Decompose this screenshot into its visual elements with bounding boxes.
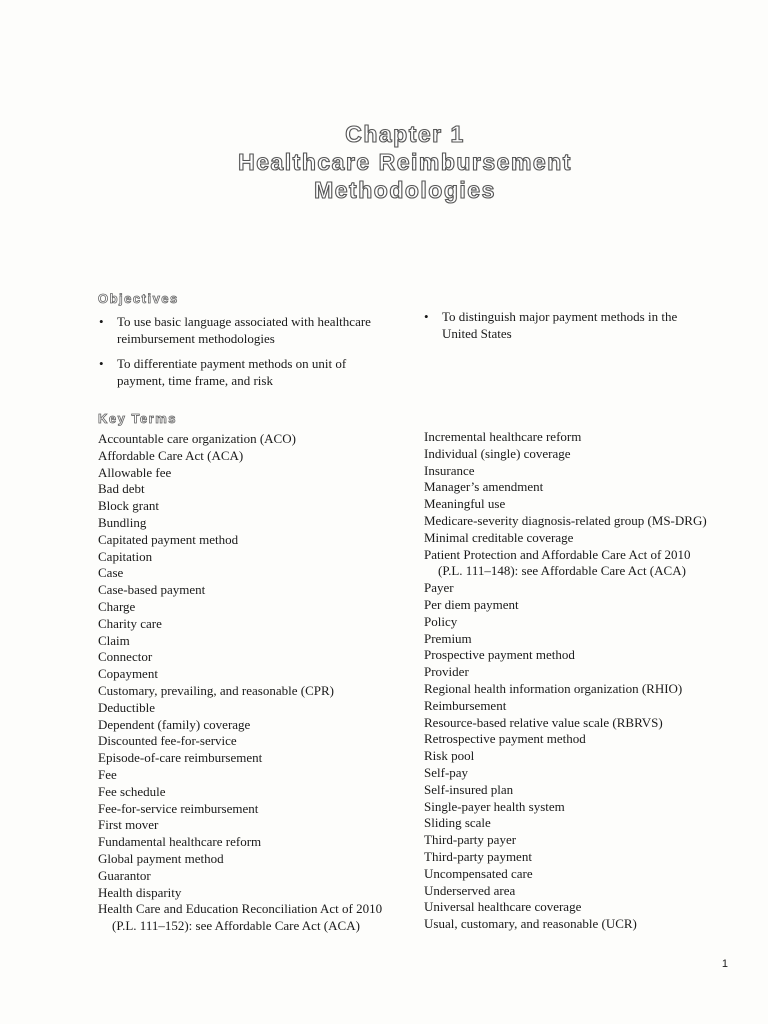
term-item: Connector [98, 649, 153, 665]
term-item: Accountable care organization (ACO) [98, 431, 296, 446]
term-item: Insurance [424, 462, 475, 478]
term-item: Guarantor [98, 867, 151, 883]
term-item: Global payment method [98, 850, 224, 866]
objectives-list-left [97, 313, 407, 397]
term-item: Customary, prevailing, and reasonable (CPR) [98, 682, 334, 698]
term-item: Dependent (family) coverage [98, 716, 251, 732]
term-item: Discounted fee-for-service [98, 733, 237, 749]
term-item: Medicare-severity diagnosis-related group (MS-DRG) [424, 512, 707, 528]
term-item: Case [98, 565, 124, 581]
term-item: Retrospective payment method [424, 731, 586, 747]
term-item: Underserved area [424, 882, 516, 898]
term-item: Fundamental healthcare reform [98, 834, 262, 850]
term-item: Capitation [98, 548, 153, 564]
term-item: Bundling [98, 514, 147, 530]
term-item: Third-party payment [424, 848, 532, 864]
term-item: Third-party payer [424, 832, 517, 848]
term-item-continuation: (P.L. 111–148): see Affordable Care Act (ACA) [438, 563, 686, 579]
term-item: Reimbursement [424, 697, 507, 713]
objective-item: • To differentiate payment methods on unit of payment, time frame, and risk [97, 355, 407, 389]
term-item: Sliding scale [424, 815, 491, 831]
objectives-heading: Objectives [98, 291, 179, 306]
chapter-title-line-1: Healthcare Reimbursement [238, 149, 572, 175]
term-item: Capitated payment method [98, 531, 239, 547]
term-item: Fee schedule [98, 783, 166, 799]
term-item: Premium [424, 630, 472, 646]
term-item: Policy [424, 613, 458, 629]
term-item: Resource-based relative value scale (RBRVS) [424, 714, 663, 730]
objective-item: • To distinguish major payment methods in the United States [422, 308, 722, 342]
term-item: Allowable fee [98, 464, 172, 480]
objectives-list-right [422, 308, 722, 350]
term-item: Per diem payment [424, 596, 519, 612]
term-item: Self-pay [424, 764, 469, 780]
term-item: Health Care and Education Reconciliation Act of 2010 [98, 901, 383, 917]
chapter-title-line-2: Methodologies [314, 177, 496, 203]
term-item: Charity care [98, 615, 162, 631]
term-item: Risk pool [424, 748, 475, 764]
term-item: Universal healthcare coverage [424, 899, 582, 915]
term-item: Regional health information organization (RHIO) [424, 680, 683, 696]
term-item: Claim [98, 632, 130, 648]
term-item: Health disparity [98, 884, 182, 900]
term-item: Deductible [98, 699, 156, 715]
term-item: Manager’s amendment [424, 479, 544, 495]
term-item: Bad debt [98, 481, 145, 497]
term-item: Individual (single) coverage [424, 445, 571, 461]
key-terms-list-left [98, 431, 382, 935]
term-item: Charge [98, 598, 136, 614]
key-terms-list-right [424, 429, 707, 933]
chapter-heading [0, 120, 768, 204]
term-item: Patient Protection and Affordable Care Act of 2010 [424, 546, 691, 562]
term-item: Affordable Care Act (ACA) [98, 447, 244, 463]
term-item: Uncompensated care [424, 865, 533, 881]
term-item: First mover [98, 817, 159, 833]
term-item: Fee [98, 766, 117, 782]
term-item: Self-insured plan [424, 781, 514, 797]
term-item: Payer [424, 580, 454, 596]
term-item: Single-payer health system [424, 798, 565, 814]
term-item: Provider [424, 664, 469, 680]
term-item: Minimal creditable coverage [424, 529, 574, 545]
term-item: Usual, customary, and reasonable (UCR) [424, 916, 637, 932]
term-item: Copayment [98, 666, 158, 682]
term-item: Incremental healthcare reform [424, 429, 582, 444]
key-terms-heading: Key Terms [98, 411, 178, 426]
term-item: Block grant [98, 498, 160, 514]
chapter-number: Chapter 1 [345, 121, 465, 147]
objective-item: • To use basic language associated with healthcare reimbursement methodologies [97, 313, 407, 347]
page-number: 1 [721, 958, 728, 970]
term-item: Prospective payment method [424, 647, 575, 663]
term-item: Meaningful use [424, 496, 506, 512]
term-item: Fee-for-service reimbursement [98, 800, 259, 816]
term-item-continuation: (P.L. 111–152): see Affordable Care Act (ACA) [112, 918, 360, 934]
term-item: Episode-of-care reimbursement [98, 750, 263, 766]
term-item: Case-based payment [98, 582, 206, 598]
